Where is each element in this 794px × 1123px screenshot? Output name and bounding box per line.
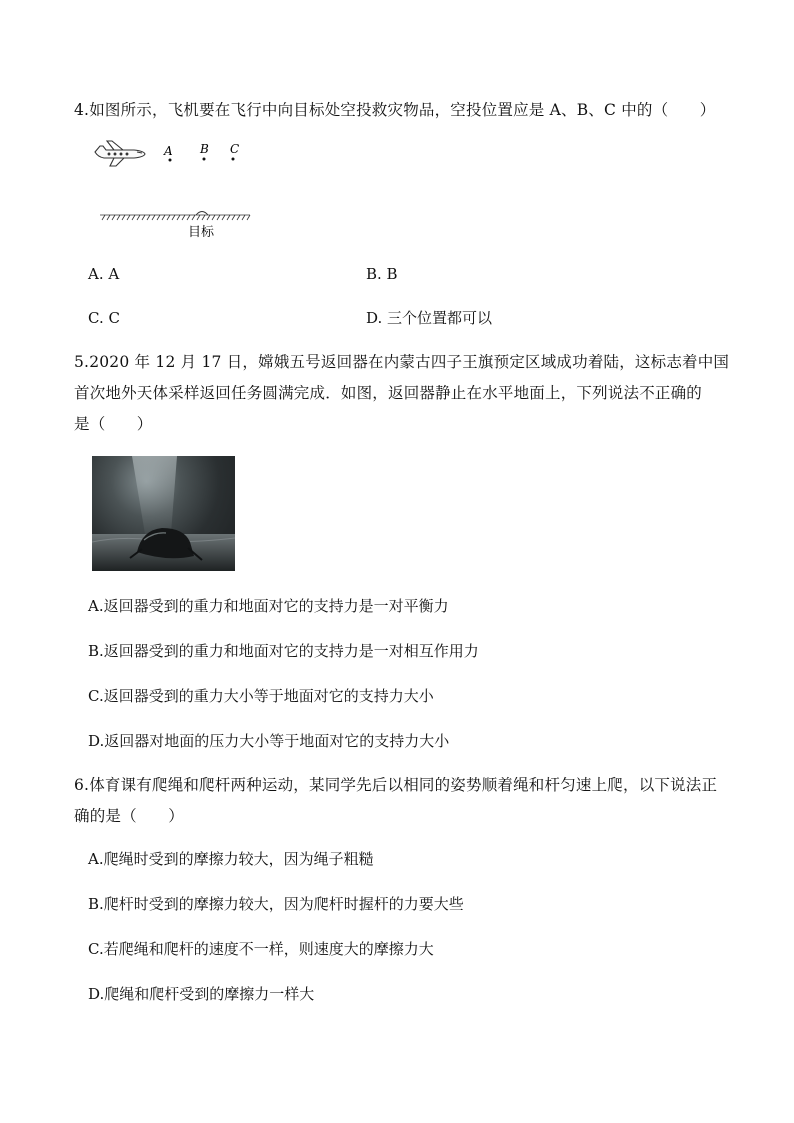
q4-option-b[interactable]: B. B: [366, 265, 398, 283]
q6-option-d[interactable]: D.爬绳和爬杆受到的摩擦力一样大: [88, 985, 315, 1003]
q5-option-c[interactable]: C.返回器受到的重力大小等于地面对它的支持力大小: [88, 687, 434, 705]
q6-option-a[interactable]: A.爬绳时受到的摩擦力较大，因为绳子粗糙: [88, 850, 374, 868]
q6-option-b[interactable]: B.爬杆时受到的摩擦力较大，因为爬杆时握杆的力要大些: [88, 895, 464, 913]
airplane-drop-figure: [90, 138, 260, 243]
label-b: B: [200, 142, 209, 156]
target-marker: [196, 212, 208, 216]
label-a: A: [164, 144, 173, 158]
question-5-stem-line-2: 首次地外天体采样返回任务圆满完成．如图，返回器静止在水平地面上，下列说法不正确的: [74, 384, 703, 402]
ground-hatching: [100, 215, 250, 220]
q4-option-c[interactable]: C. C: [88, 309, 120, 327]
q6-option-c[interactable]: C.若爬绳和爬杆的速度不一样，则速度大的摩擦力大: [88, 940, 434, 958]
target-label: 目标: [188, 225, 215, 240]
label-c: C: [230, 142, 240, 156]
q4-option-d[interactable]: D. 三个位置都可以: [366, 309, 493, 327]
return-capsule-photo: [92, 456, 235, 571]
q4-option-a[interactable]: A. A: [88, 265, 120, 283]
point-b: [203, 158, 206, 161]
return-capsule-illustration: [92, 456, 235, 571]
question-6-stem-line-2: 确的是（ ）: [74, 807, 184, 825]
airplane-icon: [95, 141, 145, 166]
point-c: [232, 158, 235, 161]
question-5-stem-line-1: 5.2020 年 12 月 17 日，嫦娥五号返回器在内蒙古四子王旗预定区域成功着陆，这标志着中国: [74, 353, 730, 371]
question-6-stem-line-1: 6.体育课有爬绳和爬杆两种运动，某同学先后以相同的姿势顺着绳和杆匀速上爬，以下说法正: [74, 776, 718, 794]
q5-option-a[interactable]: A.返回器受到的重力和地面对它的支持力是一对平衡力: [88, 597, 449, 615]
q5-option-d[interactable]: D.返回器对地面的压力大小等于地面对它的支持力大小: [88, 732, 450, 750]
question-4-stem: 4.如图所示，飞机要在飞行中向目标处空投救灾物品，空投位置应是 A、B、C 中的（ ）: [74, 101, 716, 119]
question-5-stem-line-3: 是（ ）: [74, 415, 153, 433]
point-a: [169, 159, 172, 162]
q5-option-b[interactable]: B.返回器受到的重力和地面对它的支持力是一对相互作用力: [88, 642, 479, 660]
